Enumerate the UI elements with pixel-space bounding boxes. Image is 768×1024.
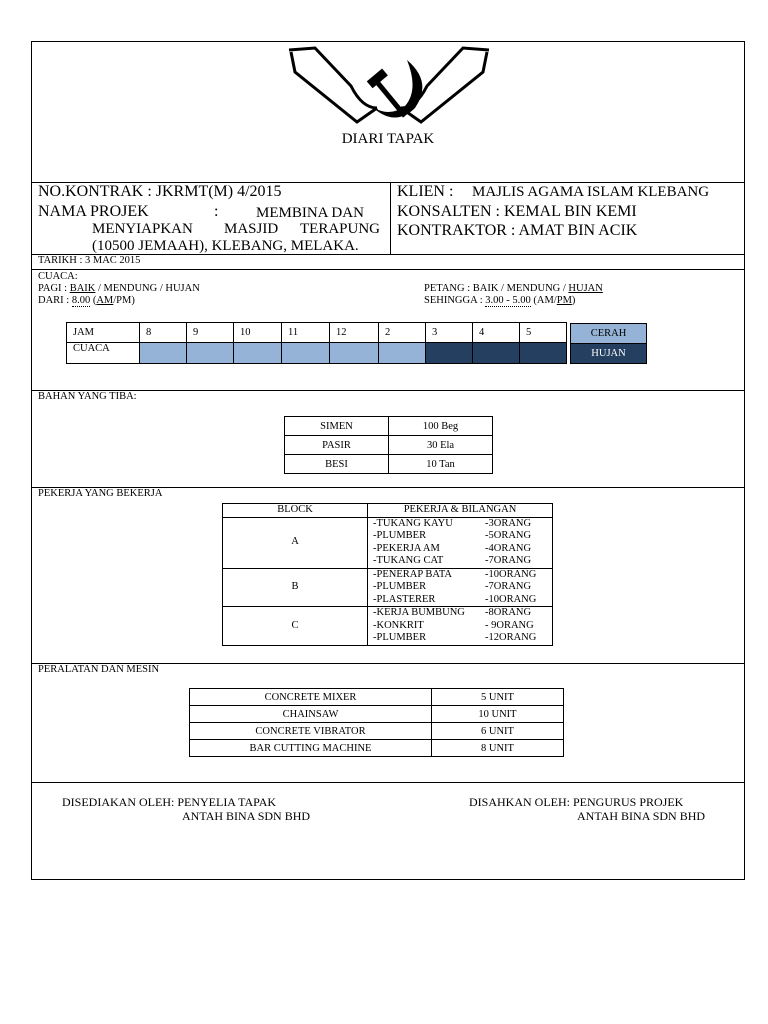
divider [31, 269, 745, 270]
morning-time: DARI : 8.00 (AM/PM) [38, 295, 135, 306]
weather-cell-hujan [473, 343, 520, 364]
jam-label: JAM [67, 323, 140, 343]
weather-legend [570, 323, 647, 364]
hammer-sickle-logo [287, 46, 491, 126]
cuaca-label: CUACA [67, 343, 140, 364]
worker-line: -PLASTERER -10ORANG [373, 593, 537, 605]
consultant: KONSALTEN : KEMAL BIN KEMI [397, 203, 637, 220]
evening-time: SEHINGGA : 3.00 - 5.00 (AM/PM) [424, 295, 576, 306]
page-title: DIARI TAPAK [341, 131, 435, 147]
approved-by-company: ANTAH BINA SDN BHD [577, 809, 706, 823]
hour-cell: 9 [187, 323, 234, 343]
material-qty: 10 Tan [389, 455, 493, 474]
project-name-line3: (10500 JEMAAH), KLEBANG, MELAKA. [92, 238, 359, 254]
material-name: PASIR [285, 436, 389, 455]
equipment-qty: 5 UNIT [432, 689, 564, 706]
date: TARIKH : 3 MAC 2015 [38, 255, 141, 266]
equipment-title: PERALATAN DAN MESIN [38, 664, 160, 675]
worker-line: -PLUMBER -5ORANG [373, 530, 532, 541]
legend-cerah: CERAH [571, 324, 647, 344]
workers-cell [368, 517, 553, 568]
block-header: BLOCK [223, 504, 368, 518]
hour-cell: 12 [330, 323, 379, 343]
contractor: KONTRAKTOR : AMAT BIN ACIK [397, 222, 638, 239]
worker-line: -KERJA BUMBUNG -8ORANG [373, 607, 532, 618]
weather-cell-cerah [234, 343, 282, 364]
worker-line: -PENERAP BATA -10ORANG [373, 568, 537, 580]
divider [31, 782, 745, 783]
materials-table [284, 416, 493, 474]
hour-cell: 10 [234, 323, 282, 343]
prepared-by-company: ANTAH BINA SDN BHD [182, 809, 311, 823]
hour-cell: 11 [282, 323, 330, 343]
workers-table [222, 503, 553, 646]
weather-label: CUACA: [38, 271, 78, 282]
weather-cell-cerah [282, 343, 330, 364]
divider [390, 182, 391, 254]
workers-title: PEKERJA YANG BEKERJA [38, 488, 163, 499]
worker-line: -PLUMBER -12ORANG [373, 632, 537, 643]
weather-cell-hujan [426, 343, 473, 364]
hour-cell: 3 [426, 323, 473, 343]
workers-cell [368, 568, 553, 607]
equipment-name: CONCRETE MIXER [190, 689, 432, 706]
approved-by: DISAHKAN OLEH: PENGURUS PROJEK [469, 795, 684, 809]
client-name: MAJLIS AGAMA ISLAM KLEBANG [472, 184, 710, 200]
material-name: BESI [285, 455, 389, 474]
materials-title: BAHAN YANG TIBA: [38, 391, 137, 402]
worker-line: -TUKANG CAT -7ORANG [373, 555, 532, 566]
worker-line: -PLUMBER -7ORANG [373, 581, 532, 592]
legend-hujan: HUJAN [571, 344, 647, 364]
evening-weather: PETANG : BAIK / MENDUNG / HUJAN [424, 283, 603, 294]
client-label: KLIEN : [397, 183, 454, 200]
equipment-name: CONCRETE VIBRATOR [190, 723, 432, 740]
project-name-line1: MEMBINA DAN [256, 205, 364, 221]
project-name-line2a: MENYIAPKAN [92, 221, 193, 237]
weather-cell-cerah [379, 343, 426, 364]
block-cell: C [223, 607, 368, 646]
project-name-line2c: TERAPUNG [300, 221, 381, 237]
material-name: SIMEN [285, 417, 389, 436]
workers-cell [368, 607, 553, 646]
block-cell: A [223, 517, 368, 568]
workers-header: PEKERJA & BILANGAN [368, 504, 553, 518]
divider [31, 390, 745, 391]
equipment-qty: 8 UNIT [432, 740, 564, 757]
material-qty: 100 Beg [389, 417, 493, 436]
block-cell: B [223, 568, 368, 607]
morning-weather: PAGI : BAIK / MENDUNG / HUJAN [38, 283, 200, 294]
material-qty: 30 Ela [389, 436, 493, 455]
equipment-name: CHAINSAW [190, 706, 432, 723]
hour-cell: 2 [379, 323, 426, 343]
equipment-qty: 6 UNIT [432, 723, 564, 740]
weather-hour-table [66, 322, 567, 364]
weather-cell-hujan [520, 343, 567, 364]
worker-line: -TUKANG KAYU -3ORANG [373, 517, 532, 529]
equipment-qty: 10 UNIT [432, 706, 564, 723]
equipment-name: BAR CUTTING MACHINE [190, 740, 432, 757]
project-name-label: NAMA PROJEK [38, 203, 149, 220]
weather-cell-cerah [140, 343, 187, 364]
hour-cell: 4 [473, 323, 520, 343]
hour-cell: 8 [140, 323, 187, 343]
worker-line: -KONKRIT - 9ORANG [373, 619, 534, 631]
prepared-by: DISEDIAKAN OLEH: PENYELIA TAPAK [62, 795, 277, 809]
project-name-colon: : [214, 203, 219, 220]
worker-line: -PEKERJA AM -4ORANG [373, 542, 532, 554]
equipment-table [189, 688, 564, 757]
weather-cell-cerah [187, 343, 234, 364]
project-name-line2b: MASJID [224, 221, 279, 237]
hour-cell: 5 [520, 323, 567, 343]
weather-cell-cerah [330, 343, 379, 364]
contract-number: NO.KONTRAK : JKRMT(M) 4/2015 [38, 183, 282, 200]
